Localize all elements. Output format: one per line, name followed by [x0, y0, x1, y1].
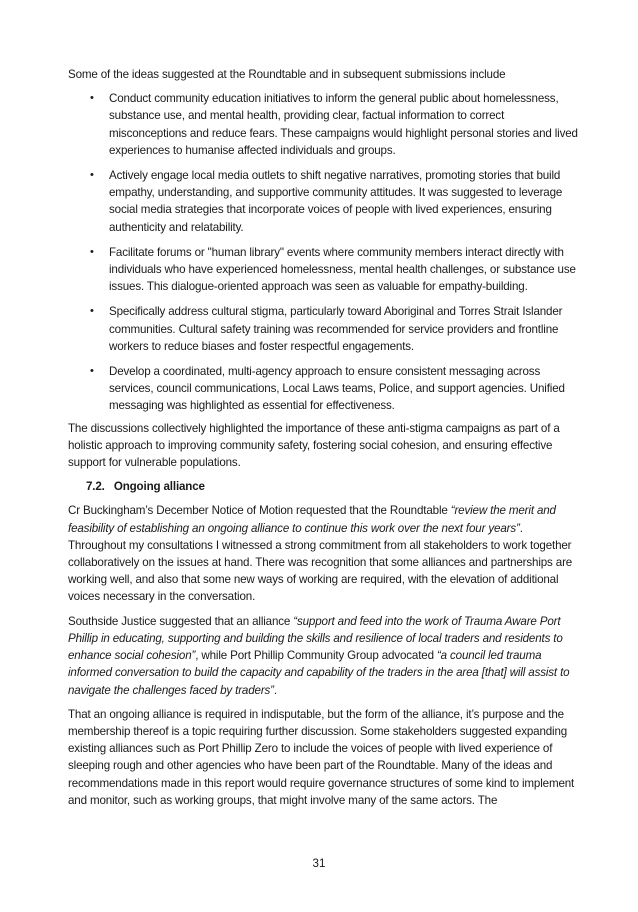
quote-text: “a council led trauma informed conversation to build the capacity and capability of the traders in the area [that] will assist to navigate the challenges faced by traders”: [68, 649, 570, 697]
para-text: .: [273, 683, 277, 697]
section-number: 7.2.: [86, 480, 105, 494]
list-item: [68, 244, 578, 296]
list-item-text: Actively engage local media outlets to shift negative narratives, promoting stories that build empathy, understanding, and supportive community attitudes. It was suggested to leverage social media strategies that incorporate voices of people with lived experiences, ensuring authenticity and relatability.: [109, 169, 563, 234]
intro-paragraph: Some of the ideas suggested at the Roundtable and in subsequent submissions include: [68, 68, 506, 81]
list-item: [68, 90, 578, 159]
bullet-icon: •: [90, 169, 94, 182]
para-text: Southside Justice suggested that an alliance: [68, 614, 294, 628]
section-heading: [68, 478, 578, 495]
bullet-icon: •: [90, 245, 94, 258]
list-item-text: Specifically address cultural stigma, particularly toward Aboriginal and Torres Strait Islander communities. Cultural safety training was recommended for service providers and frontline workers to reduce biases and foster respectful engagements.: [109, 305, 563, 353]
list-item-text: Conduct community education initiatives to inform the general public about homelessness, substance use, and mental health, providing clear, factual information to correct misconceptions and reduce fears. These campaigns would highlight personal stories and lived experiences to humanise affected individuals and groups.: [109, 92, 578, 157]
bullet-icon: •: [90, 92, 94, 105]
list-item: [68, 167, 578, 236]
quote-text: “support and feed into the work of Trauma Aware Port Phillip in educating, supporting and building the skills and resilience of local traders and residents to enhance social cohesion”: [68, 614, 563, 663]
section-title: Ongoing alliance: [113, 480, 205, 494]
page-number: 31: [312, 857, 326, 870]
ideas-list: [68, 90, 578, 414]
bullet-icon: •: [90, 305, 94, 318]
alliance-discussion-paragraph: That an ongoing alliance is required in indisputable, but the form of the alliance, it’s purpose and the membership thereof is a topic requiring further discussion. Some stakeholders suggested expanding existing alliances such as Port Phillip Zero to include the voices of people with lived experience of sleeping rough and other agencies who have been part of the Roundtable. Many of the ideas and recommendations made in this report would require governance structures of some kind to implement and monitor, such as working groups, that might involve many of the same actors. The: [68, 707, 575, 807]
summary-paragraph: The discussions collectively highlighted the importance of these anti-stigma campaigns as part of a holistic approach to improving community safety, fostering social cohesion, and ensuring effective support for vulnerable populations.: [68, 421, 560, 470]
quote-text: “review the merit and feasibility of establishing an ongoing alliance to continue this work over the next four years”: [68, 504, 556, 535]
notice-of-motion-paragraph: [68, 502, 578, 605]
para-text: Cr Buckingham’s December Notice of Motion requested that the Roundtable: [68, 504, 451, 518]
stakeholder-quotes-paragraph: [68, 613, 578, 699]
bullet-icon: •: [90, 365, 94, 378]
para-text: , while Port Phillip Community Group advocated: [195, 649, 437, 663]
list-item: [68, 303, 578, 355]
document-page: [68, 66, 578, 816]
list-item-text: Develop a coordinated, multi-agency approach to ensure consistent messaging across services, council communications, Local Laws teams, Police, and support agencies. Unified messaging was highlighted as essential for effectiveness.: [109, 365, 565, 413]
para-text: . Throughout my consultations I witnessed a strong commitment from all stakeholders to work together collaboratively on the issues at hand. There was recognition that some alliances and partnerships are working well, and also that some new ways of working are required, with the elevation of additional voices necessary in the conversation.: [68, 521, 573, 604]
list-item: [68, 363, 578, 415]
list-item-text: Facilitate forums or "human library" events where community members interact directly with individuals who have experienced homelessness, mental health challenges, or substance use issues. This dialogue-oriented approach was seen as valuable for empathy-building.: [109, 245, 576, 294]
